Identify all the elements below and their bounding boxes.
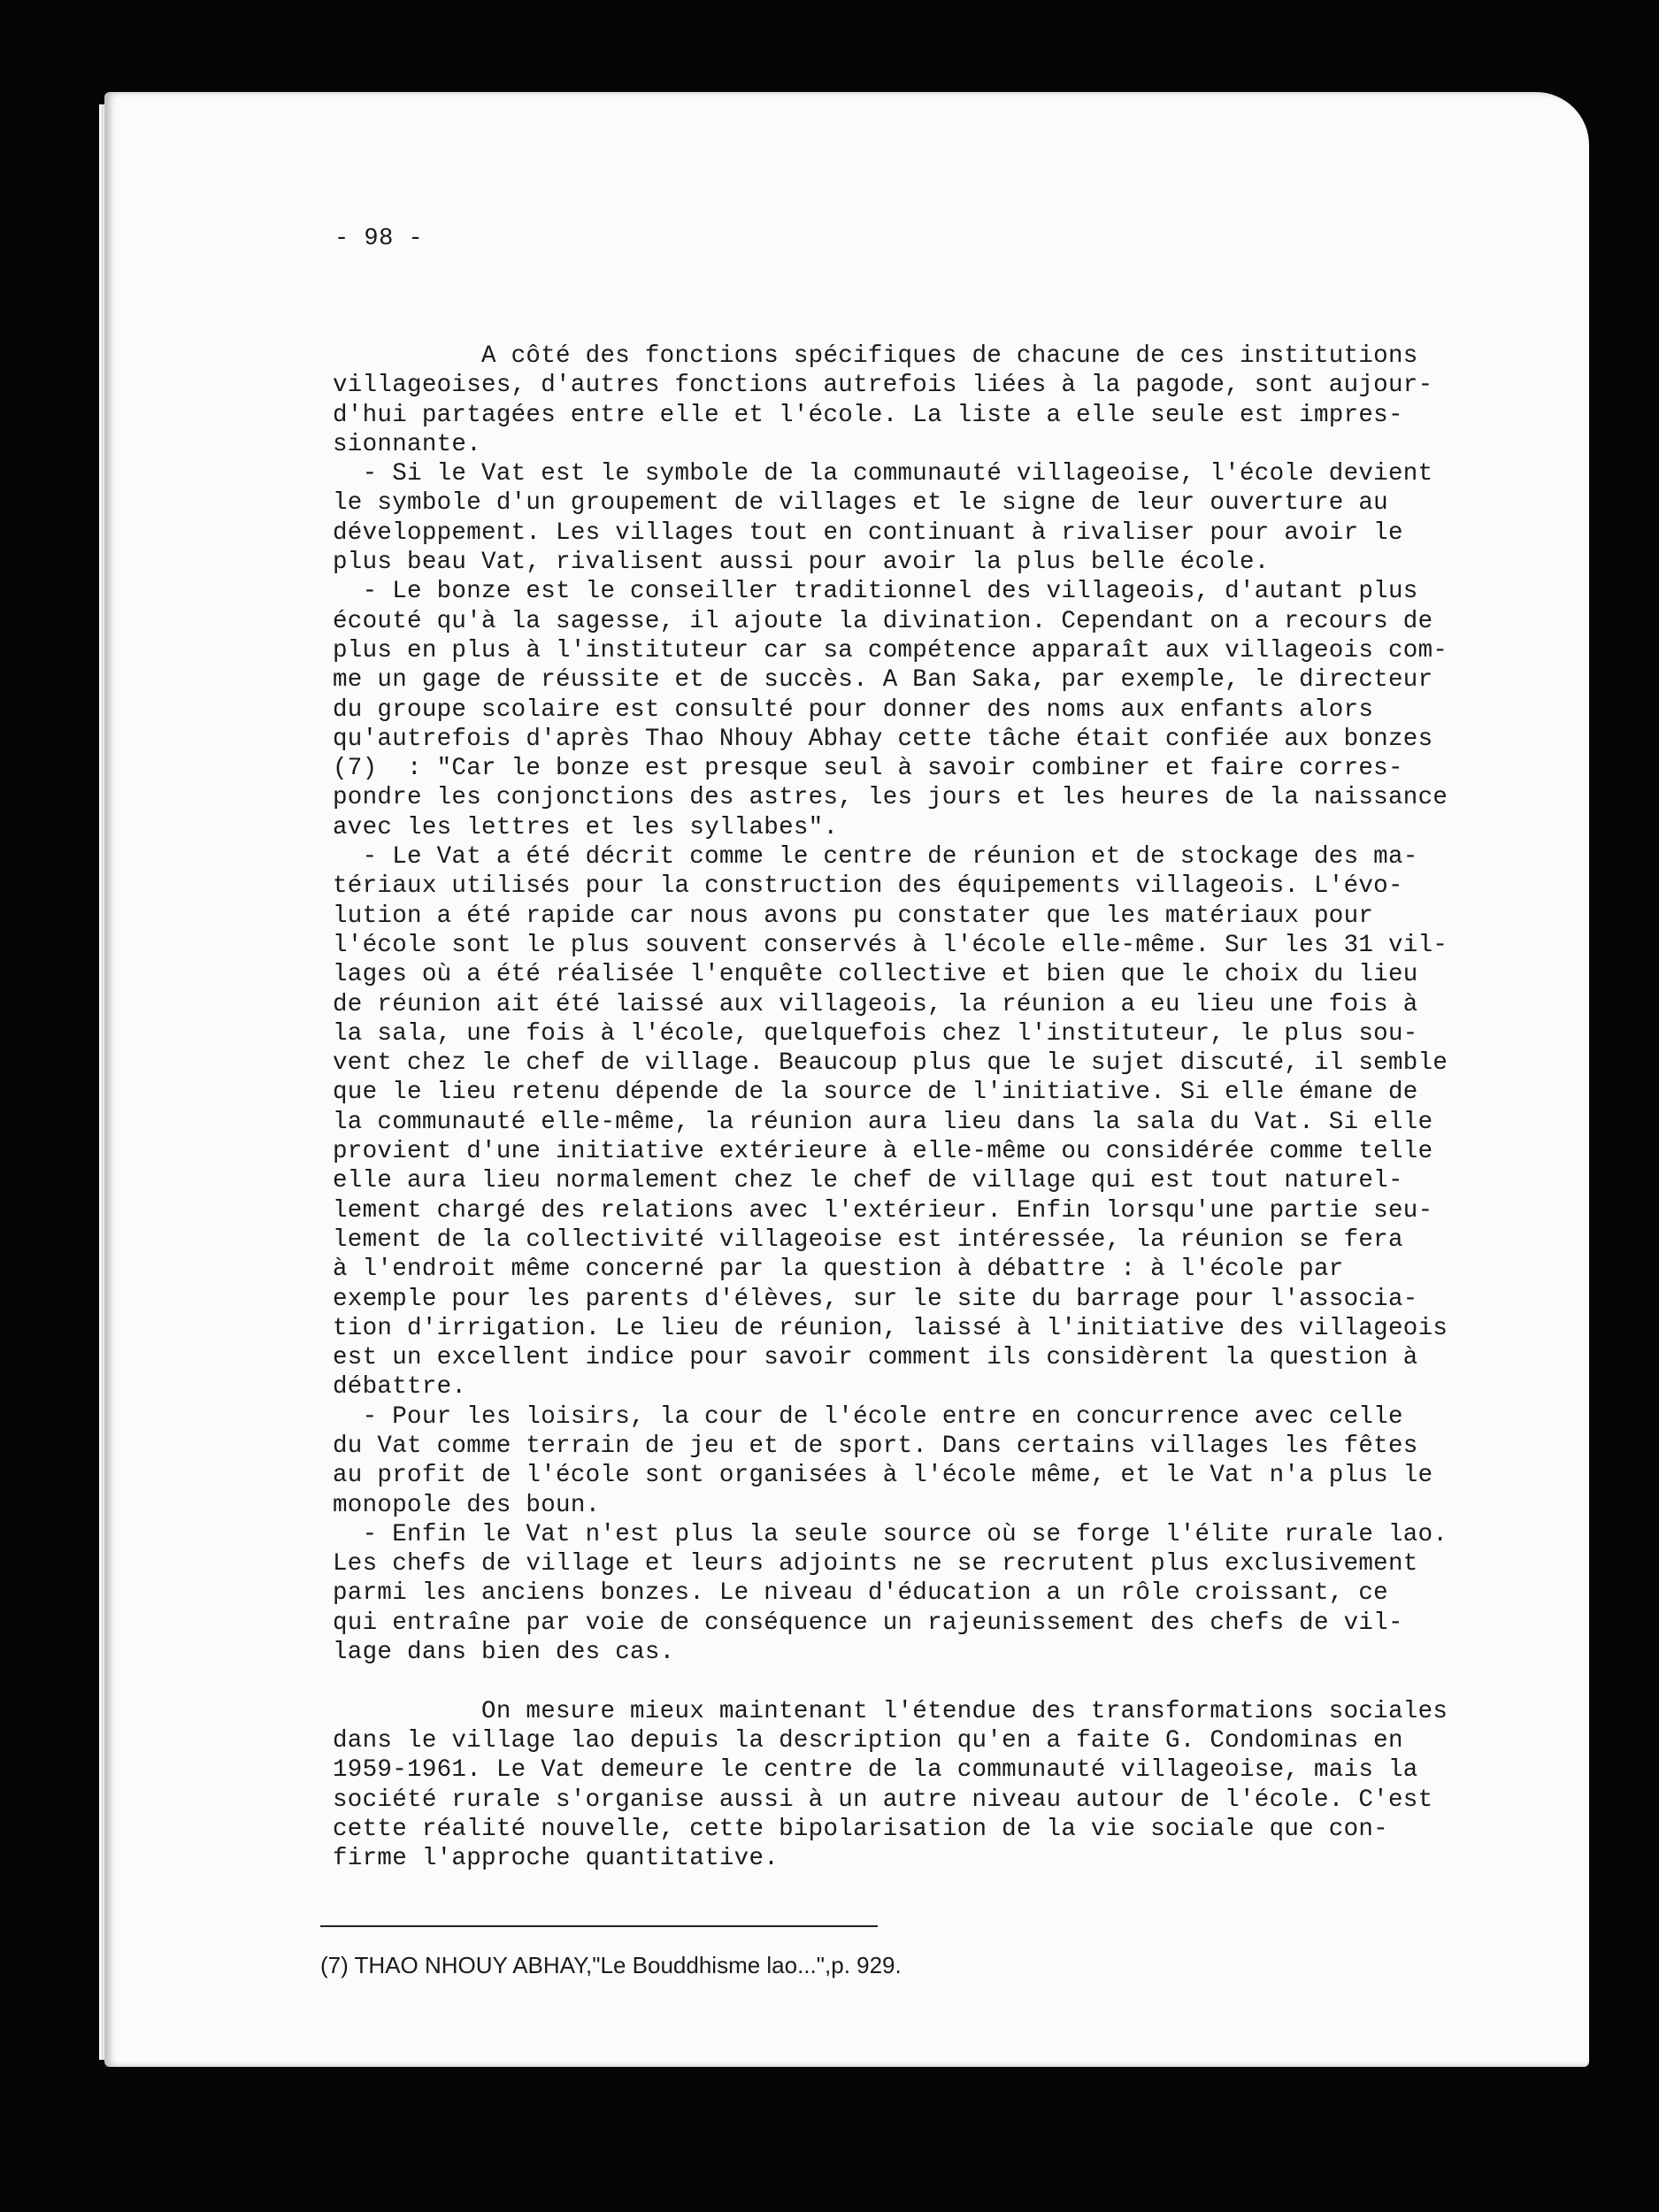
text-line: firme l'approche quantitative. bbox=[333, 1845, 780, 1873]
text-line bbox=[333, 1667, 1448, 1696]
text-line: l'école sont le plus souvent conservés à l'école elle-même. Sur les 31 vil- bbox=[333, 931, 1448, 959]
text-line: société rurale s'organise aussi à un autre niveau autour de l'école. C'est bbox=[333, 1786, 1433, 1814]
text-line: (7) : "Car le bonze est presque seul à savoir combiner et faire corres- bbox=[333, 755, 1403, 783]
text-line: vent chez le chef de village. Beaucoup plus que le sujet discuté, il semble bbox=[333, 1049, 1448, 1078]
text-line: sionnante. bbox=[333, 430, 482, 458]
text-line: du groupe scolaire est consulté pour donner des noms aux enfants alors bbox=[333, 695, 1374, 724]
text-line: lage dans bien des cas. bbox=[333, 1639, 675, 1667]
text-line: tion d'irrigation. Le lieu de réunion, laissé à l'initiative des villageois bbox=[333, 1314, 1448, 1342]
text-line: - Pour les loisirs, la cour de l'école entre en concurrence avec celle bbox=[333, 1402, 1403, 1431]
text-line: A côté des fonctions spécifiques de chacune de ces institutions bbox=[333, 342, 1418, 370]
text-line: cette réalité nouvelle, cette bipolarisation de la vie sociale que con- bbox=[333, 1815, 1388, 1843]
text-line: débattre. bbox=[333, 1373, 467, 1402]
text-line: plus beau Vat, rivalisent aussi pour avoir la plus belle école. bbox=[333, 549, 1270, 577]
page-number: - 98 - bbox=[334, 226, 424, 252]
text-line: lution a été rapide car nous avons pu constater que les matériaux pour bbox=[333, 902, 1374, 930]
text-line: me un gage de réussite et de succès. A Ban Saka, par exemple, le directeur bbox=[333, 666, 1433, 695]
text-line: qu'autrefois d'après Thao Nhouy Abhay cette tâche était confiée aux bonzes bbox=[333, 725, 1433, 753]
text-line: villageoises, d'autres fonctions autrefois liées à la pagode, sont aujour- bbox=[333, 372, 1433, 400]
text-line: parmi les anciens bonzes. Le niveau d'éducation a un rôle croissant, ce bbox=[333, 1579, 1388, 1608]
text-line: avec les lettres et les syllabes". bbox=[333, 813, 839, 841]
text-line: exemple pour les parents d'élèves, sur le site du barrage pour l'associa- bbox=[333, 1285, 1418, 1313]
text-line: - Si le Vat est le symbole de la communauté villageoise, l'école devient bbox=[333, 460, 1433, 488]
footnote-separator bbox=[320, 1925, 878, 1927]
footnote: (7) THAO NHOUY ABHAY,"Le Bouddhisme lao...",p. 929. bbox=[320, 1952, 902, 1978]
text-line: qui entraîne par voie de conséquence un rajeunissement des chefs de vil- bbox=[333, 1609, 1403, 1637]
text-line: On mesure mieux maintenant l'étendue des transformations sociales bbox=[333, 1697, 1448, 1725]
text-line: est un excellent indice pour savoir comment ils considèrent la question à bbox=[333, 1344, 1418, 1372]
text-line: tériaux utilisés pour la construction des équipements villageois. L'évo- bbox=[333, 872, 1403, 901]
text-line: 1959-1961. Le Vat demeure le centre de la communauté villageoise, mais la bbox=[333, 1756, 1418, 1785]
text-line: plus en plus à l'instituteur car sa compétence apparaît aux villageois com- bbox=[333, 636, 1448, 664]
text-line: lages où a été réalisée l'enquête collective et bien que le choix du lieu bbox=[333, 961, 1418, 989]
text-line: Les chefs de village et leurs adjoints ne se recrutent plus exclusivement bbox=[333, 1550, 1418, 1578]
body-text bbox=[333, 342, 1448, 1873]
text-line: du Vat comme terrain de jeu et de sport. Dans certains villages les fêtes bbox=[333, 1432, 1418, 1460]
text-line: de réunion ait été laissé aux villageois, la réunion a eu lieu une fois à bbox=[333, 990, 1418, 1018]
text-line: - Le bonze est le conseiller traditionnel des villageois, d'autant plus bbox=[333, 578, 1418, 606]
text-line: dans le village lao depuis la description qu'en a faite G. Condominas en bbox=[333, 1726, 1403, 1755]
text-line: la sala, une fois à l'école, quelquefois chez l'instituteur, le plus sou- bbox=[333, 1019, 1418, 1048]
text-line: - Le Vat a été décrit comme le centre de réunion et de stockage des ma- bbox=[333, 843, 1418, 872]
text-line: le symbole d'un groupement de villages et le signe de leur ouverture au bbox=[333, 489, 1388, 518]
text-line: que le lieu retenu dépende de la source de l'initiative. Si elle émane de bbox=[333, 1079, 1418, 1107]
text-line: lement de la collectivité villageoise est intéressée, la réunion se fera bbox=[333, 1225, 1403, 1254]
text-line: d'hui partagées entre elle et l'école. La liste a elle seule est impres- bbox=[333, 401, 1403, 429]
text-line: provient d'une initiative extérieure à elle-même ou considérée comme telle bbox=[333, 1138, 1433, 1166]
text-line: à l'endroit même concerné par la question à débattre : à l'école par bbox=[333, 1256, 1344, 1284]
text-line: écouté qu'à la sagesse, il ajoute la divination. Cependant on a recours de bbox=[333, 607, 1433, 635]
text-line: - Enfin le Vat n'est plus la seule source où se forge l'élite rurale lao. bbox=[333, 1520, 1448, 1548]
text-line: au profit de l'école sont organisées à l'école même, et le Vat n'a plus le bbox=[333, 1462, 1433, 1490]
text-line: elle aura lieu normalement chez le chef de village qui est tout naturel- bbox=[333, 1167, 1403, 1195]
text-line: lement chargé des relations avec l'extérieur. Enfin lorsqu'une partie seu- bbox=[333, 1196, 1433, 1225]
text-line: monopole des boun. bbox=[333, 1491, 601, 1519]
text-line: pondre les conjonctions des astres, les jours et les heures de la naissance bbox=[333, 784, 1448, 812]
text-line: développement. Les villages tout en continuant à rivaliser pour avoir le bbox=[333, 518, 1403, 547]
text-line: la communauté elle-même, la réunion aura lieu dans la sala du Vat. Si elle bbox=[333, 1108, 1433, 1136]
